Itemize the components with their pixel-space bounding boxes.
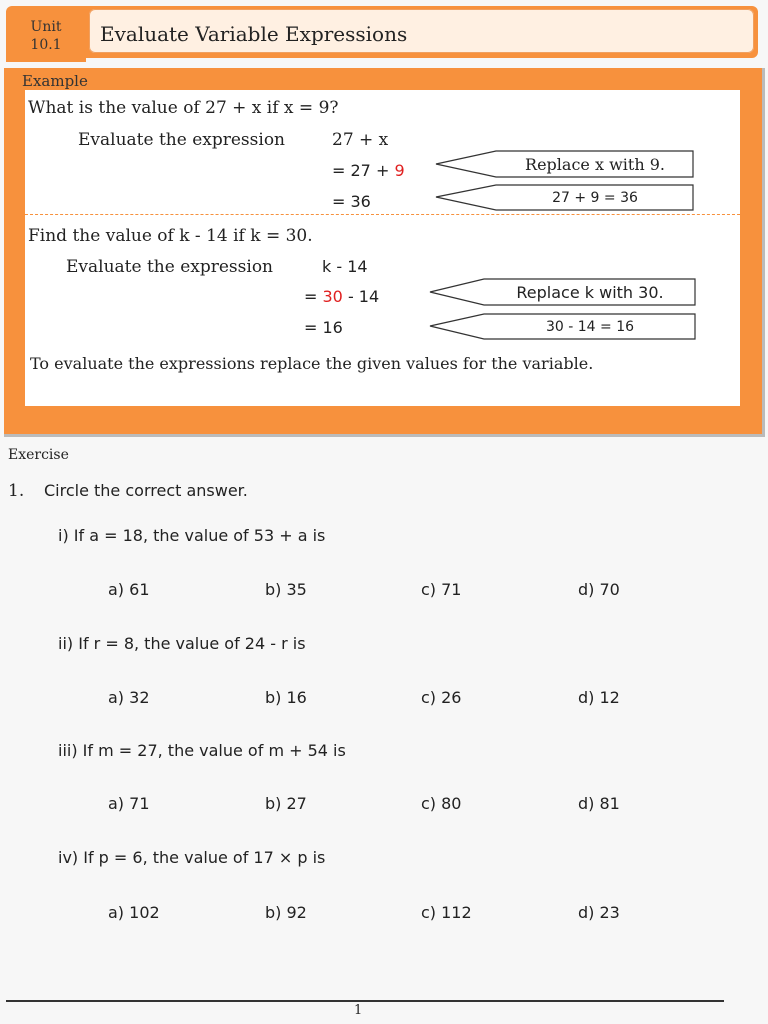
- step-2a: [304, 287, 379, 306]
- answer-option[interactable]: d) 12: [578, 688, 620, 707]
- callout-1a: [434, 150, 694, 178]
- answer-option[interactable]: b) 92: [265, 903, 307, 922]
- step-1a-highlight: 9: [394, 161, 405, 180]
- example-question-1: What is the value of 27 + x if x = 9?: [28, 98, 339, 118]
- step-2a-highlight: 30: [322, 287, 343, 306]
- answer-option[interactable]: a) 102: [108, 903, 160, 922]
- exercise-number: 1.: [8, 481, 25, 501]
- answer-option[interactable]: d) 81: [578, 794, 620, 813]
- example-divider: [25, 214, 740, 215]
- answer-option[interactable]: c) 71: [421, 580, 462, 599]
- expression-2: k - 14: [322, 257, 368, 276]
- callout-1a-text: Replace x with 9.: [525, 154, 665, 174]
- exercise-label: Exercise: [8, 447, 69, 463]
- evaluate-label-2: Evaluate the expression: [66, 257, 273, 277]
- step-1a-prefix: = 27 +: [332, 161, 395, 180]
- example-label: Example: [22, 72, 88, 90]
- answer-option[interactable]: c) 80: [421, 794, 462, 813]
- callout-2a-text: Replace k with 30.: [516, 282, 664, 302]
- answer-option[interactable]: d) 70: [578, 580, 620, 599]
- answer-option[interactable]: b) 35: [265, 580, 307, 599]
- answer-option[interactable]: a) 32: [108, 688, 150, 707]
- answer-option[interactable]: b) 27: [265, 794, 307, 813]
- example-question-2: Find the value of k - 14 if k = 30.: [28, 226, 313, 246]
- question-1-text: i) If a = 18, the value of 53 + a is: [58, 526, 326, 545]
- question-3-text: iii) If m = 27, the value of m + 54 is: [58, 741, 346, 760]
- answer-option[interactable]: c) 112: [421, 903, 472, 922]
- answer-option[interactable]: c) 26: [421, 688, 462, 707]
- step-2a-suffix: - 14: [342, 287, 380, 306]
- answer-option[interactable]: a) 71: [108, 794, 150, 813]
- callout-2a: [428, 278, 696, 306]
- step-2b: = 16: [304, 318, 343, 337]
- question-4-text: iv) If p = 6, the value of 17 × p is: [58, 848, 326, 867]
- exercise-instruction: Circle the correct answer.: [44, 481, 248, 500]
- answer-option[interactable]: b) 16: [265, 688, 307, 707]
- unit-line1: Unit: [30, 19, 62, 35]
- evaluate-label-1: Evaluate the expression: [78, 130, 285, 150]
- answer-option[interactable]: d) 23: [578, 903, 620, 922]
- page-title: Evaluate Variable Expressions: [100, 22, 408, 46]
- example-summary: To evaluate the expressions replace the given values for the variable.: [30, 354, 594, 373]
- expression-1: 27 + x: [332, 130, 389, 150]
- step-2a-prefix: =: [304, 287, 323, 306]
- page-number: 1: [354, 1003, 363, 1018]
- callout-2b-text: 30 - 14 = 16: [545, 318, 635, 335]
- callout-2b: [428, 313, 696, 340]
- step-1a: [332, 161, 405, 180]
- unit-line2: 10.1: [30, 37, 62, 53]
- unit-label: [6, 18, 86, 54]
- answer-option[interactable]: a) 61: [108, 580, 150, 599]
- callout-1b-text: 27 + 9 = 36: [552, 189, 638, 206]
- callout-1b: [434, 184, 694, 211]
- step-1b: = 36: [332, 192, 371, 211]
- question-2-text: ii) If r = 8, the value of 24 - r is: [58, 634, 306, 653]
- footer-rule: [6, 1000, 724, 1002]
